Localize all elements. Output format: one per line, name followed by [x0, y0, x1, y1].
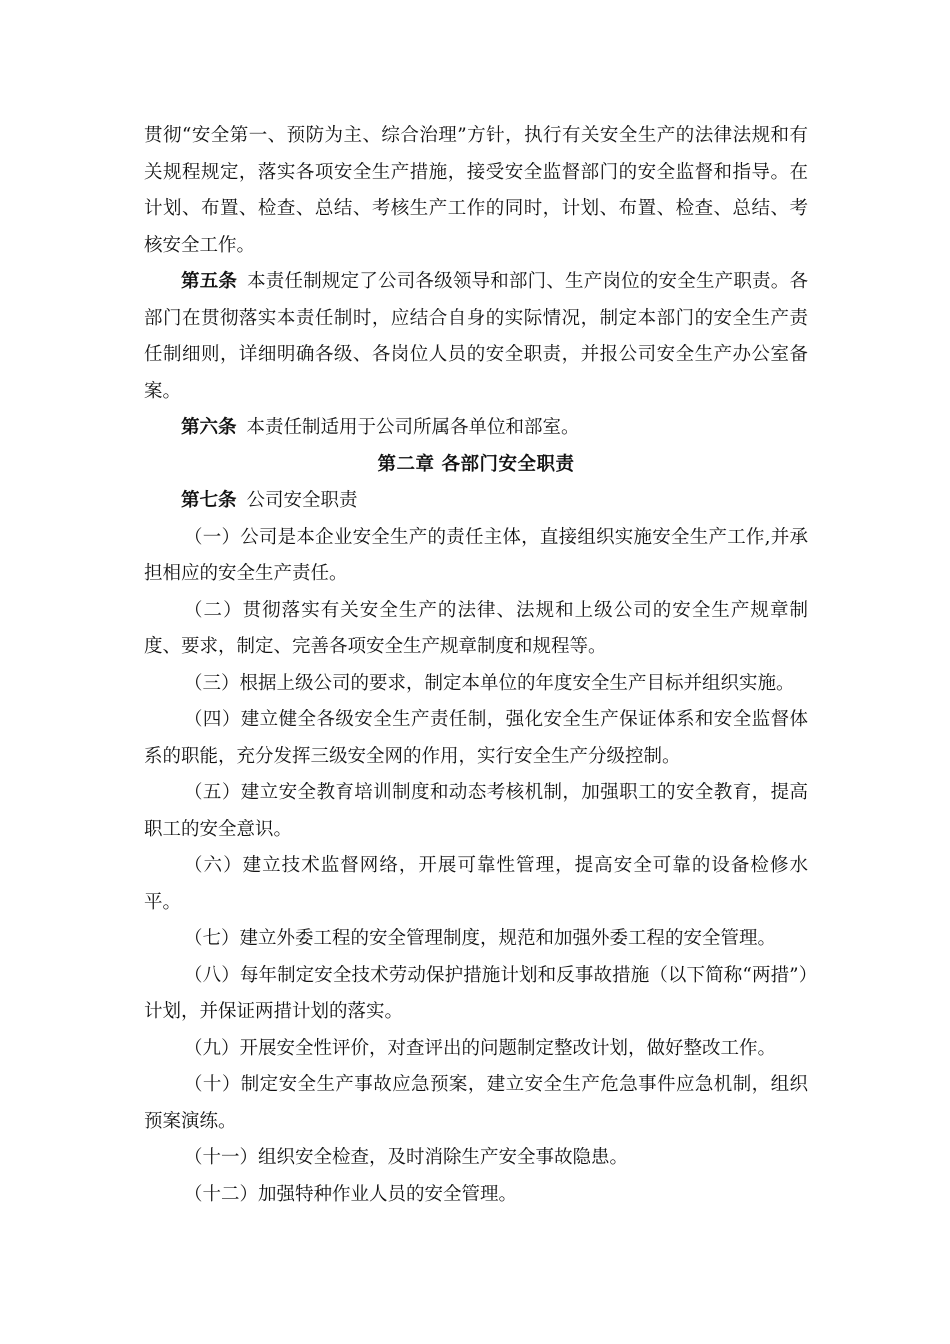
list-item: （八）每年制定安全技术劳动保护措施计划和反事故措施（以下简称“两措”）计划，并保证两措计划的落实。 — [144, 964, 808, 1022]
list-item: （三）根据上级公司的要求，制定本单位的年度安全生产目标并组织实施。 — [184, 672, 795, 694]
intro-paragraph: 贯彻“安全第一、预防为主、综合治理”方针，执行有关安全生产的法律法规和有关规程规定，落实各项安全生产措施，接受安全监督部门的安全监督和指导。在计划、布置、检查、总结、考核生产工作的同时，计划、布置、检查、总结、考核安全工作。 — [144, 125, 808, 256]
list-item: （五）建立安全教育培训制度和动态考核机制，加强职工的安全教育，提高职工的安全意识。 — [144, 782, 808, 840]
list-item: （二）贯彻落实有关安全生产的法律、法规和上级公司的安全生产规章制度、要求，制定、完善各项安全生产规章制度和规程等。 — [144, 599, 808, 657]
list-item: （六）建立技术监督网络，开展可靠性管理，提高安全可靠的设备检修水平。 — [144, 855, 808, 913]
article-7-label: 第七条 — [181, 490, 237, 511]
list-item: （十）制定安全生产事故应急预案，建立安全生产危急事件应急机制，组织预案演练。 — [144, 1074, 808, 1132]
list-item: （四）建立健全各级安全生产责任制，强化安全生产保证体系和安全监督体系的职能，充分发挥三级安全网的作用，实行安全生产分级控制。 — [144, 709, 808, 767]
article-5 — [144, 264, 808, 410]
list-item: （十二）加强特种作业人员的安全管理。 — [184, 1183, 518, 1205]
article-7-text: 公司安全职责 — [246, 490, 358, 511]
list-item: （七）建立外委工程的安全管理制度，规范和加强外委工程的安全管理。 — [184, 928, 777, 949]
article-5-label: 第五条 — [181, 271, 238, 292]
list-item: （九）开展安全性评价，对查评出的问题制定整改计划，做好整改工作。 — [184, 1037, 777, 1059]
article-6-label: 第六条 — [181, 417, 237, 438]
document-page — [144, 118, 808, 1213]
list-item: （一）公司是本企业安全生产的责任主体，直接组织实施安全生产工作,并承担相应的安全生产责任。 — [144, 526, 808, 584]
list-item: （十一）组织安全检查，及时消除生产安全事故隐患。 — [184, 1147, 629, 1168]
article-6 — [144, 410, 808, 447]
article-6-text: 本责任制适用于公司所属各单位和部室。 — [246, 417, 580, 438]
article-7 — [144, 483, 808, 520]
article-5-text: 本责任制规定了公司各级领导和部门、生产岗位的安全生产职责。各部门在贯彻落实本责任制时，应结合自身的实际情况，制定本部门的安全生产责任制细则，详细明确各级、各岗位人员的安全职责，并报公司安全生产办公室备案。 — [144, 271, 808, 402]
chapter-heading: 第二章 各部门安全职责 — [377, 453, 575, 475]
